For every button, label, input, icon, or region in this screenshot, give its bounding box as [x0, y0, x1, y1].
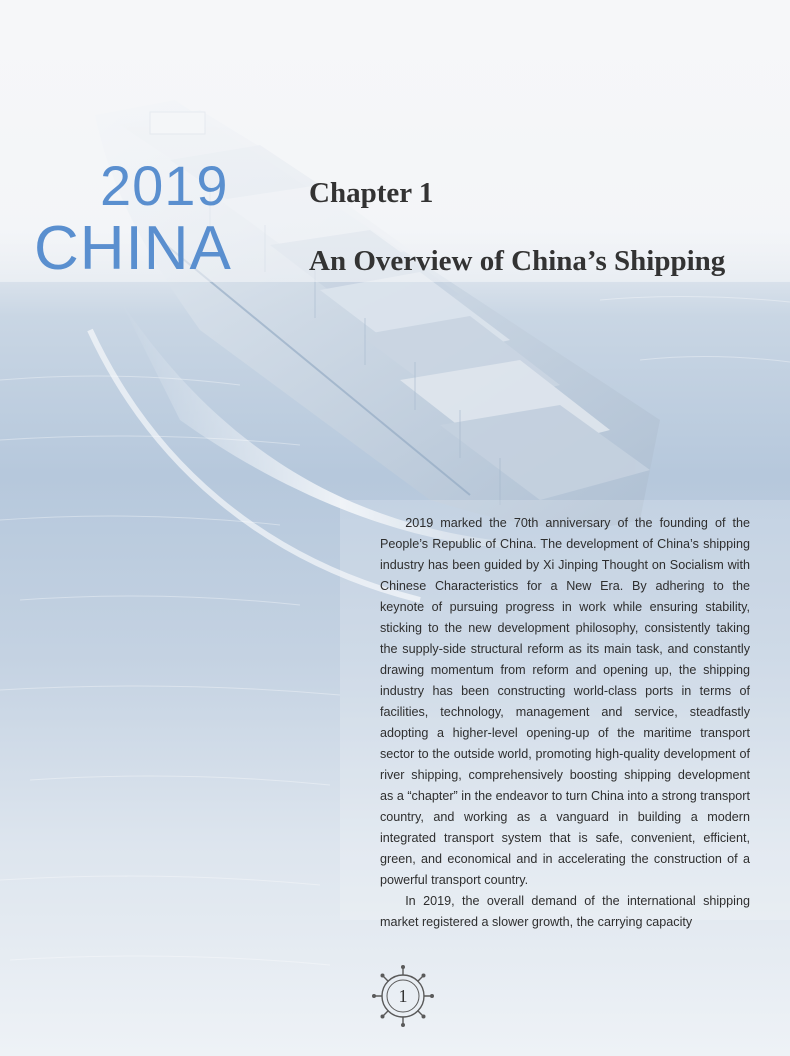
chapter-label: Chapter 1	[309, 177, 434, 209]
body-paragraph: 2019 marked the 70th anniversary of the founding of the People’s Republic of China. The development of China’s shipping industry has been guided by Xi Jinping Thought on Socialism with Chinese Characteristics for a New Era. By adhering to the keynote of pursuing progress in work while ensuring stability, sticking to the new development philosophy, consistently taking the supply-side structural reform as its main task, and constantly drawing momentum from reform and opening up, the shipping industry has been constructing world-class ports in terms of facilities, technology, management and service, steadfastly adopting a higher-level opening-up of the maritime transport sector to the outside world, promoting high-quality development of river shipping, comprehensively boosting shipping development as a “chapter” in the endeavor to turn China into a strong transport country, and working as a vanguard in building a modern integrated transport system that is safe, convenient, efficient, green, and economical and in accelerating the construction of a powerful transport country.	[380, 516, 750, 887]
body-paragraph: In 2019, the overall demand of the international shipping market registered a slower growth, the carrying capacity	[380, 894, 750, 929]
cover-country: CHINA	[34, 214, 232, 283]
page-number: 1	[398, 986, 408, 1006]
cover-year: 2019	[100, 154, 229, 217]
chapter-title: An Overview of China’s Shipping	[309, 245, 726, 277]
chapter-body	[380, 513, 750, 933]
